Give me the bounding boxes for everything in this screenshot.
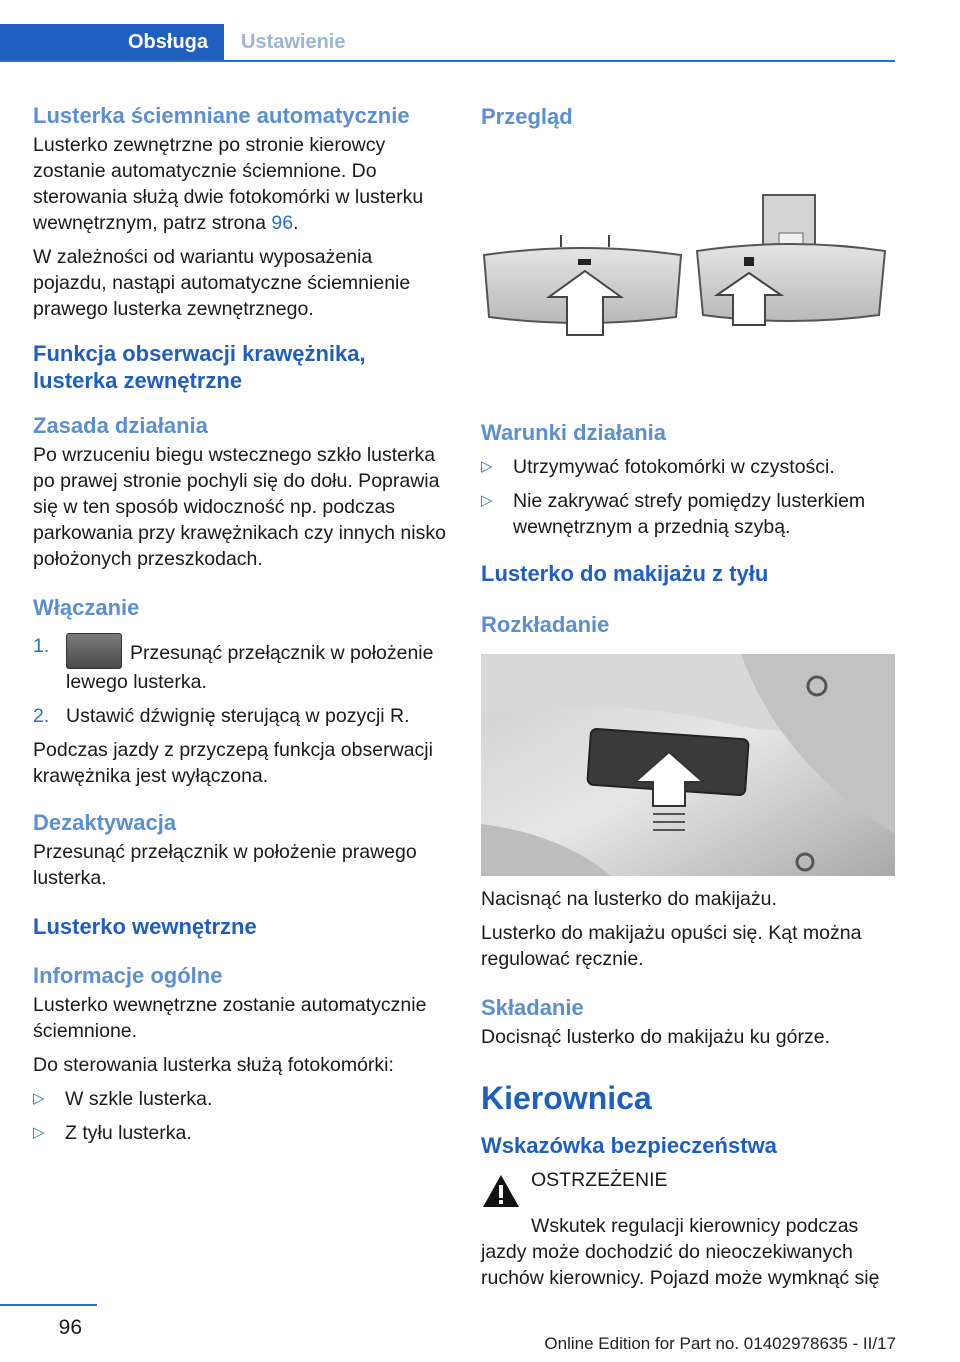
footer-edition: Online Edition for Part no. 01402978635 - II/17 <box>544 1334 896 1353</box>
paragraph-unfold-2: Lusterko do makijażu opuści się. Kąt można regulować ręcznie. <box>481 922 862 970</box>
heading-general-info: Informacje ogólne <box>33 963 223 988</box>
makeup-mirror-illustration <box>481 654 895 876</box>
paragraph-variant: W zależności od wariantu wyposażenia pojazdu, nastąpi automatyczne ściemnienie prawego lusterka zewnętrznego. <box>33 246 411 320</box>
list-item <box>33 1120 448 1146</box>
heading-curb-function: Funkcja obserwacji krawężnika, lusterka zewnętrzne <box>33 341 366 393</box>
list-text: Utrzymywać fotokomórki w czystości. <box>513 456 835 478</box>
heading-unfold: Rozkładanie <box>481 612 610 637</box>
triangle-bullet-icon: ▷ <box>481 458 493 475</box>
step-1 <box>33 633 448 695</box>
heading-principle: Zasada działania <box>33 413 208 438</box>
heading-inner-mirror: Lusterko wewnętrzne <box>33 914 257 939</box>
warning-block <box>481 1167 895 1209</box>
right-column <box>481 100 895 1291</box>
triangle-bullet-icon: ▷ <box>33 1090 45 1107</box>
list-item <box>481 488 895 540</box>
paragraph-trailer: Podczas jazdy z przyczepą funkcja obserwacji krawężnika jest wyłączona. <box>33 739 433 787</box>
left-column <box>33 100 448 1146</box>
list-text: W szkle lusterka. <box>65 1088 213 1110</box>
header-tabs <box>0 24 895 62</box>
paragraph-deactivation: Przesunąć przełącznik w położenie prawego lusterka. <box>33 841 417 889</box>
heading-steering-wheel: Kierownica <box>481 1080 652 1116</box>
page-number: 96 <box>58 1316 82 1339</box>
heading-makeup-mirror: Lusterko do makijażu z tyłu <box>481 561 769 586</box>
paragraph-principle: Po wrzuceniu biegu wstecznego szkło lusterka po prawej stronie pochyli się do dołu. Poprawia się w ten sposób widoczność np. podczas parkowania przy krawężnikach czy innych nisko położonych przeszkodach. <box>33 444 446 570</box>
paragraph-general-2: Do sterowania lusterka służą fotokomórki: <box>33 1054 394 1076</box>
paragraph-general-1: Lusterko wewnętrzne zostanie automatycznie ściemnione. <box>33 994 427 1042</box>
list-item <box>481 454 895 480</box>
paragraph-warning: Wskutek regulacji kierownicy podczas jazdy może dochodzić do nieoczekiwanych ruchów kierownicy. Pojazd może wymknąć się <box>481 1215 880 1289</box>
paragraph-unfold-1: Nacisnąć na lusterko do makijażu. <box>481 888 777 910</box>
heading-overview: Przegląd <box>481 104 573 129</box>
heading-safety: Wskazówka bezpieczeństwa <box>481 1133 777 1158</box>
warning-icon <box>481 1173 521 1209</box>
text: Przesunąć przełącznik w położenie lewego lusterka. <box>66 642 434 693</box>
triangle-bullet-icon: ▷ <box>33 1124 45 1141</box>
paragraph-fold: Docisnąć lusterko do makijażu ku górze. <box>481 1026 830 1048</box>
heading-fold: Składanie <box>481 995 584 1020</box>
tab-obsluga[interactable]: Obsługa <box>0 24 224 60</box>
mirror-switch-icon <box>66 633 122 669</box>
tab-ustawienie[interactable]: Ustawienie <box>241 30 346 53</box>
triangle-bullet-icon: ▷ <box>481 492 493 509</box>
heading-deactivation: Dezaktywacja <box>33 810 177 835</box>
step-text <box>66 633 448 695</box>
page-number-rule <box>0 1304 97 1306</box>
text: Lusterko zewnętrzne po stronie kierowcy zostanie automatycznie ściemnione. Do sterowania służą dwie fotokomórki w lusterku wewnętrznym, patrz strona <box>33 134 424 234</box>
step-2 <box>33 703 448 729</box>
warning-label: OSTRZEŻENIE <box>531 1169 668 1191</box>
heading-auto-dimming: Lusterka ściemniane automatycznie <box>33 103 410 128</box>
list-item <box>33 1086 448 1112</box>
text: . <box>293 212 299 234</box>
step-text: Ustawić dźwignię sterującą w pozycji R. <box>66 705 410 727</box>
list-text: Z tyłu lusterka. <box>65 1122 192 1144</box>
mirror-illustration <box>481 185 895 375</box>
heading-switch-on: Włączanie <box>33 595 140 620</box>
heading-conditions: Warunki działania <box>481 420 667 445</box>
step-number: 1. <box>33 635 50 657</box>
step-number: 2. <box>33 705 50 727</box>
warning-content <box>531 1167 668 1209</box>
list-text: Nie zakrywać strefy pomiędzy lusterkiem wewnętrznym a przednią szybą. <box>513 490 866 538</box>
paragraph-auto-dimming <box>33 132 448 236</box>
page-link[interactable]: 96 <box>271 212 294 234</box>
